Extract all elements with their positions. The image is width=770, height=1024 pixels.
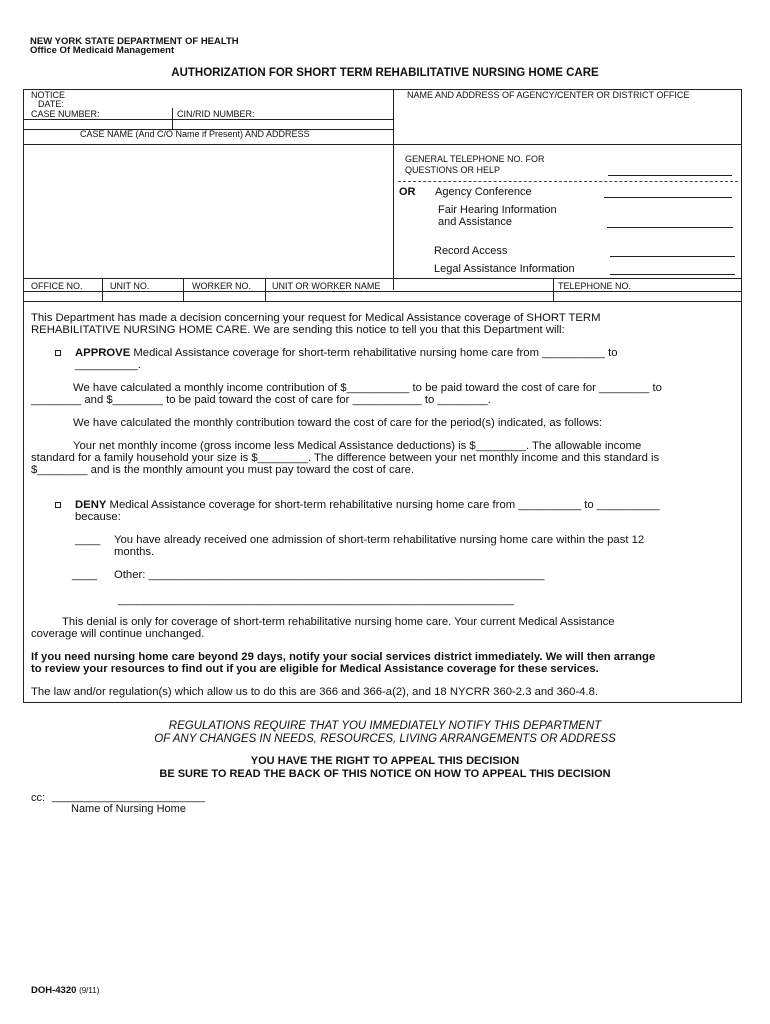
approve-line — [75, 347, 618, 360]
form-date: (9/11) — [79, 986, 100, 995]
unit-worker-name-label: UNIT OR WORKER NAME — [272, 281, 381, 291]
page-title: AUTHORIZATION FOR SHORT TERM REHABILITATIVE NURSING HOME CARE — [171, 67, 599, 79]
approve-checkbox[interactable] — [55, 350, 61, 356]
top-divider — [393, 89, 394, 290]
case-number-label: CASE NUMBER: — [31, 109, 100, 119]
agency-conference-label: Agency Conference — [435, 186, 532, 198]
intro-line-1: This Department has made a decision concerning your request for Medical Assistance coverage of SHORT TERM — [31, 312, 601, 324]
deny-checkbox[interactable] — [55, 502, 61, 508]
reason2-blank[interactable]: ____ — [72, 569, 98, 581]
or-label: OR — [399, 186, 416, 198]
income-line-2: ________ and $________ to be paid toward the cost of care for ___________ to ________. — [31, 394, 491, 406]
deny-line — [75, 499, 660, 512]
approve-label: APPROVE — [75, 347, 131, 359]
deny-label: DENY — [75, 499, 107, 511]
record-access-label: Record Access — [434, 245, 508, 257]
worker-no-label: WORKER NO. — [192, 281, 252, 291]
cc-nursing-home-field[interactable]: _________________________ — [52, 791, 205, 803]
fair-hearing-field[interactable] — [607, 226, 733, 228]
telephone-no-label: TELEPHONE NO. — [558, 281, 632, 291]
net-income-line-2: standard for a family household your size is $________. The difference between your net monthly income and this standard is — [31, 452, 660, 464]
income-line-1: We have calculated a monthly income contribution of $__________ to be paid toward the cost of care for ________ to — [73, 382, 662, 394]
regulations-line-1: REGULATIONS REQUIRE THAT YOU IMMEDIATELY NOTIFY THIS DEPARTMENT — [168, 720, 602, 732]
phone-heading-2: QUESTIONS OR HELP — [405, 165, 501, 175]
reason1-blank[interactable]: ____ — [75, 534, 101, 546]
cin-label: CIN/RID NUMBER: — [177, 109, 255, 119]
legal-assistance-label: Legal Assistance Information — [434, 263, 575, 275]
deny-text: Medical Assistance coverage for short-term rehabilitative nursing home care from __________ to __________ — [109, 499, 660, 511]
approve-text: Medical Assistance coverage for short-term rehabilitative nursing home care from __________ to — [133, 347, 618, 359]
reason1-line-2: months. — [114, 546, 155, 558]
office-name: Office Of Medicaid Management — [30, 45, 175, 56]
net-income-line-1: Your net monthly income (gross income less Medical Assistance deductions) is $________. The allowable income — [73, 440, 642, 452]
form-number-code: DOH-4320 — [31, 985, 77, 996]
intro-line-2: REHABILITATIVE NURSING HOME CARE. We are sending this notice to tell you that this Department will: — [31, 324, 565, 336]
fair-hearing-label: Fair Hearing Information — [438, 204, 557, 216]
dashed-separator — [398, 181, 738, 182]
beyond-line-2: to review your resources to find out if you are eligible for Medical Assistance coverage for these services. — [31, 663, 599, 675]
denial-line-2: coverage will continue unchanged. — [31, 628, 205, 640]
other-reason[interactable]: Other: _______________________________________________________________ — [114, 569, 545, 581]
legal-assistance-field[interactable] — [610, 273, 735, 275]
fair-hearing-label-2: and Assistance — [438, 216, 512, 228]
appeal-line-1: YOU HAVE THE RIGHT TO APPEAL THIS DECISION — [250, 755, 520, 767]
case-name-label: CASE NAME (And C/O Name if Present) AND ADDRESS — [80, 129, 310, 139]
law-line: The law and/or regulation(s) which allow us to do this are 366 and 366-a(2), and 18 NYCRR 360-2.3 and 360-4.8. — [31, 686, 599, 698]
record-access-field[interactable] — [610, 255, 735, 257]
agency-conference-field[interactable] — [604, 196, 732, 198]
reason1-line-1: You have already received one admission of short-term rehabilitative nursing home care within the past 12 — [114, 534, 645, 546]
approve-continuation: __________. — [75, 359, 141, 371]
beyond-line-1: If you need nursing home care beyond 29 days, notify your social services district immediately. We will then arrange — [31, 651, 656, 663]
regulations-line-2: OF ANY CHANGES IN NEEDS, RESOURCES, LIVING ARRANGEMENTS OR ADDRESS — [154, 733, 616, 745]
agency-address-label: NAME AND ADDRESS OF AGENCY/CENTER OR DISTRICT OFFICE — [407, 90, 690, 100]
phone-heading-1: GENERAL TELEPHONE NO. FOR — [405, 154, 545, 164]
form-number — [31, 985, 99, 996]
appeal-line-2: BE SURE TO READ THE BACK OF THIS NOTICE ON HOW TO APPEAL THIS DECISION — [159, 768, 611, 780]
nursing-home-label: Name of Nursing Home — [71, 803, 186, 815]
agency-name: NEW YORK STATE DEPARTMENT OF HEALTH — [30, 36, 239, 47]
notice-date-label: NOTICE — [31, 90, 66, 100]
general-phone-field[interactable] — [608, 174, 732, 176]
because-label: because: — [75, 511, 121, 523]
unit-no-label: UNIT NO. — [110, 281, 150, 291]
other-reason-line-2[interactable]: _______________________________________________________________ — [118, 594, 514, 606]
office-no-label: OFFICE NO. — [31, 281, 83, 291]
cc-label: cc: — [31, 792, 46, 804]
calc-line: We have calculated the monthly contribution toward the cost of care for the period(s) indicated, as follows: — [73, 417, 603, 429]
denial-line-1: This denial is only for coverage of short-term rehabilitative nursing home care. Your current Medical Assistance — [62, 616, 615, 628]
notice-date-label-2: DATE: — [38, 99, 64, 109]
net-income-line-3: $________ and is the monthly amount you must pay toward the cost of care. — [31, 464, 415, 476]
